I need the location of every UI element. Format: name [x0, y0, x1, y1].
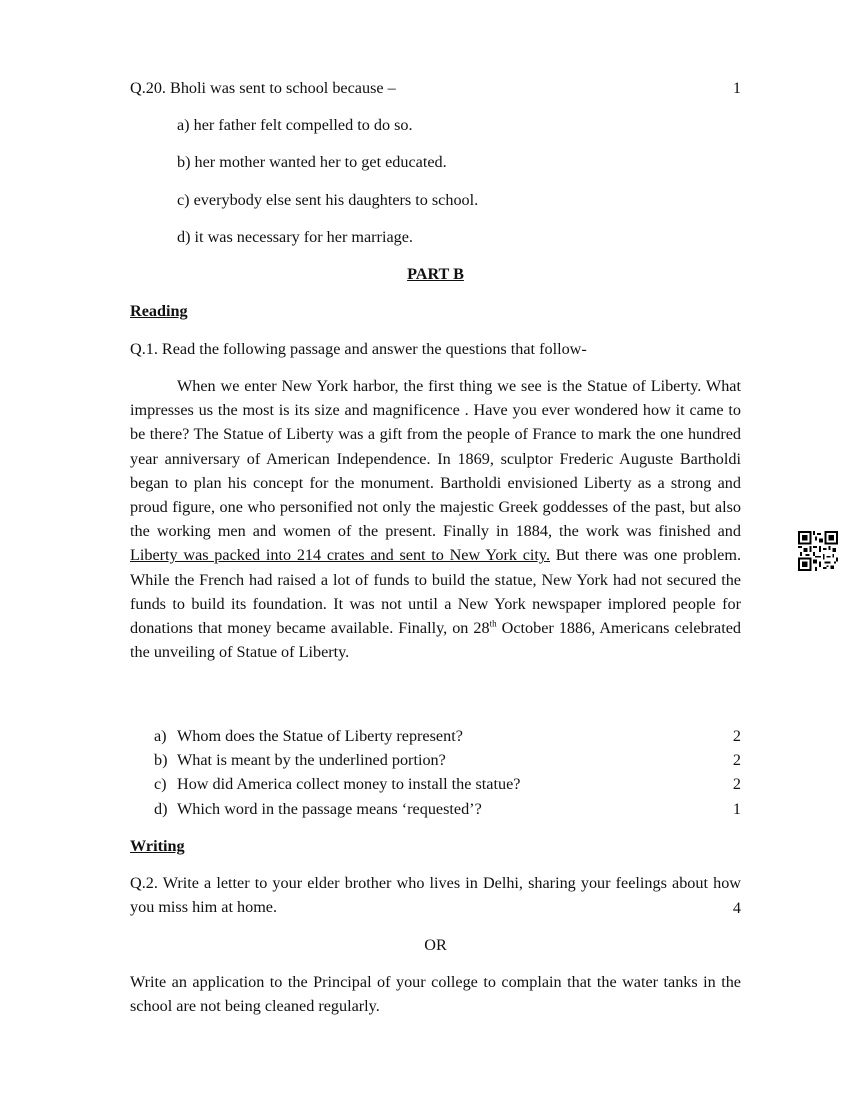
- passage-paragraph: [130, 374, 741, 664]
- question-text: How did America collect money to install the statue?: [177, 775, 521, 793]
- question-text: Whom does the Statue of Liberty represent?: [177, 727, 463, 745]
- reading-heading: Reading: [130, 302, 188, 320]
- question-label: c): [154, 775, 167, 793]
- q20-option-d: d) it was necessary for her marriage.: [177, 228, 413, 246]
- part-b-heading: PART B: [407, 265, 464, 283]
- q20-marks: 1: [732, 79, 741, 97]
- question-label: b): [154, 751, 168, 769]
- passage-text-1: When we enter New York harbor, the first thing we see is the Statue of Liberty. What impresses us the most is its size and magnificence . Have you ever wondered how it came to be there? The Statue of Liberty was a gift from the people of France to mark the one hundred year anniversary of American Independence. In 1869, sculptor Frederic Auguste Bartholdi began to plan his concept for the monument. Bartholdi envisioned Liberty as a strong and proud figure, one who personified not only the majestic Greek goddesses of the past, but also the working men and women of the present. Finally in 1884, the work was finished and: [130, 377, 741, 541]
- question-marks: 2: [732, 727, 741, 745]
- writing-heading: Writing: [130, 837, 185, 855]
- question-marks: 2: [732, 751, 741, 769]
- q20-question: Q.20. Bholi was sent to school because –: [130, 79, 396, 97]
- question-label: a): [154, 727, 167, 745]
- or-separator: OR: [424, 936, 447, 954]
- reading-passage: [130, 374, 741, 664]
- alt-question: Write an application to the Principal of your college to complain that the water tanks in the school are not being cleaned regularly.: [130, 973, 741, 1016]
- q2-question: [130, 871, 741, 919]
- q20-option-c: c) everybody else sent his daughters to school.: [177, 191, 479, 209]
- q20-option-a: a) her father felt compelled to do so.: [177, 116, 413, 134]
- passage-superscript: th: [489, 618, 497, 629]
- passage-underlined-text: Liberty was packed into 214 crates and sent to New York city.: [130, 546, 550, 565]
- question-text: What is meant by the underlined portion?: [177, 751, 446, 769]
- q20-question-row: [130, 78, 741, 98]
- q2-marks: 4: [732, 899, 741, 917]
- question-text: Which word in the passage means ‘requested’?: [177, 800, 482, 818]
- q20-option-b: b) her mother wanted her to get educated.: [177, 153, 447, 171]
- q2-text: Q.2. Write a letter to your elder brother who lives in Delhi, sharing your feelings about how you miss him at home.: [130, 874, 741, 917]
- qr-code-icon: [798, 531, 838, 571]
- question-marks: 2: [732, 775, 741, 793]
- passage-text-2: But there was one problem. While the French had raised a lot of funds to build the statue, New York had not secured the funds to build its foundation. It was not until a New York newspaper implored people for donations that money became available. Finally, on 28: [130, 546, 742, 638]
- q1-instruction: Q.1. Read the following passage and answer the questions that follow-: [130, 340, 587, 358]
- passage-text-3: October 1886, Americans celebrated the unveiling of Statue of Liberty.: [130, 619, 742, 662]
- question-label: d): [154, 800, 168, 818]
- question-marks: 1: [732, 800, 741, 818]
